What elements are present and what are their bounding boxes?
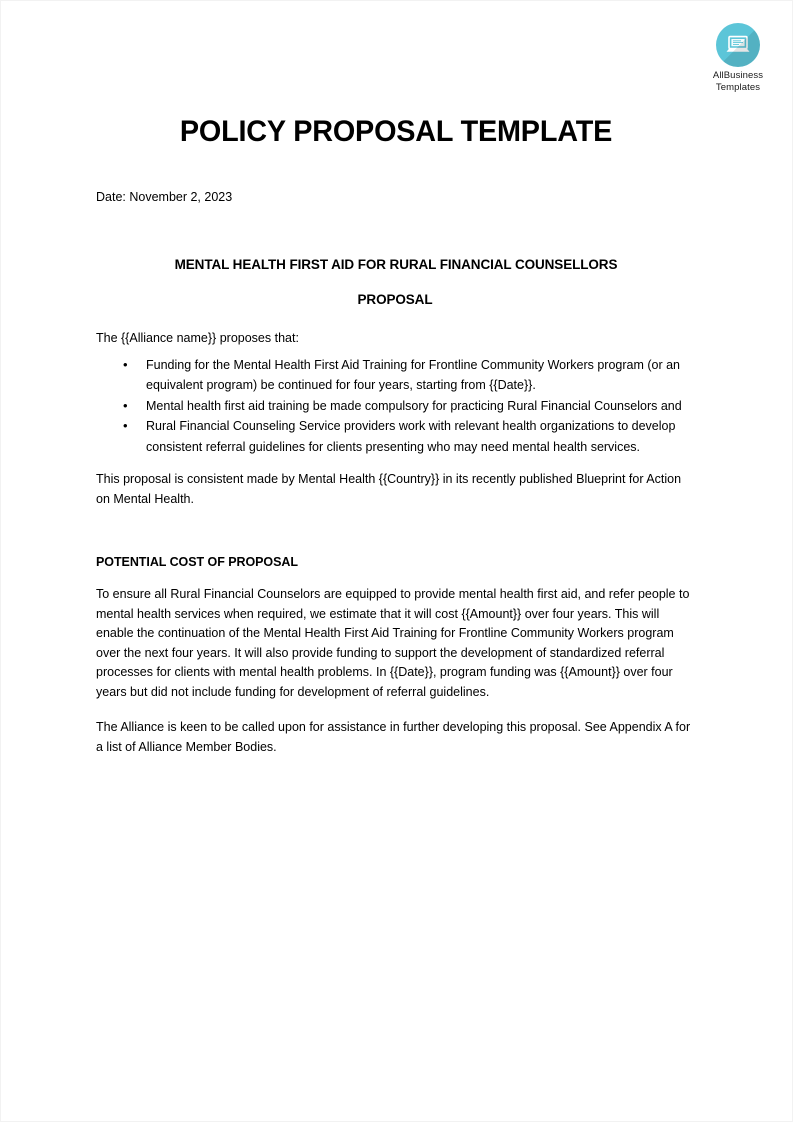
logo-caption — [700, 70, 776, 93]
date-line: Date: November 2, 2023 — [96, 190, 233, 204]
cost-paragraph: To ensure all Rural Financial Counselors are equipped to provide mental health first aid, and refer people to mental health services when required, we estimate that it will cost {{Amount}} over four years. This will enable the continuation of the Mental Health First Aid Training for Frontline Community Workers program over the next four years. It will also provide funding to support the development of standardized referral processes for clients with mental health problems. In {{Date}}, program funding was {{Amount}} over four years but did not include funding for development of referral guidelines. — [96, 587, 690, 699]
proposal-bullet-list — [96, 355, 696, 458]
laptop-icon — [716, 23, 760, 67]
list-item — [96, 416, 696, 457]
closing-paragraph: The Alliance is keen to be called upon for assistance in further developing this proposal. See Appendix A for a list of Alliance Member Bodies. — [96, 720, 691, 754]
logo-caption-line1: AllBusiness — [712, 70, 764, 81]
logo-caption-line2: Templates — [715, 81, 761, 93]
list-item — [96, 355, 696, 396]
consistency-paragraph: This proposal is consistent made by Mental Health {{Country}} in its recently published Blueprint for Action on Mental Health. — [96, 472, 682, 506]
subtitle-line-2: PROPOSAL — [357, 292, 433, 307]
allbusiness-templates-logo — [700, 23, 776, 93]
document-body — [96, 254, 696, 757]
lead-in-paragraph: The {{Alliance name}} proposes that: — [96, 331, 299, 345]
list-item-text: Funding for the Mental Health First Aid Training for Frontline Community Workers program (or an equivalent program) be continued for four years, starting from {{Date}}. — [146, 357, 681, 392]
page-title: POLICY PROPOSAL TEMPLATE — [179, 115, 613, 148]
bullet-icon: • — [123, 418, 128, 433]
list-item-text: Mental health first aid training be made compulsory for practicing Rural Financial Counselors and — [146, 398, 682, 413]
subtitle-line-1: MENTAL HEALTH FIRST AID FOR RURAL FINANCIAL COUNSELLORS — [174, 257, 618, 272]
list-item — [96, 396, 696, 417]
laptop-glyph — [725, 35, 751, 55]
section-heading-potential-cost: POTENTIAL COST OF PROPOSAL — [96, 555, 298, 569]
list-item-text: Rural Financial Counseling Service providers work with relevant health organizations to develop consistent referral guidelines for clients presenting who may need mental health services. — [146, 419, 676, 454]
bullet-icon: • — [123, 356, 128, 372]
bullet-icon: • — [123, 397, 128, 413]
